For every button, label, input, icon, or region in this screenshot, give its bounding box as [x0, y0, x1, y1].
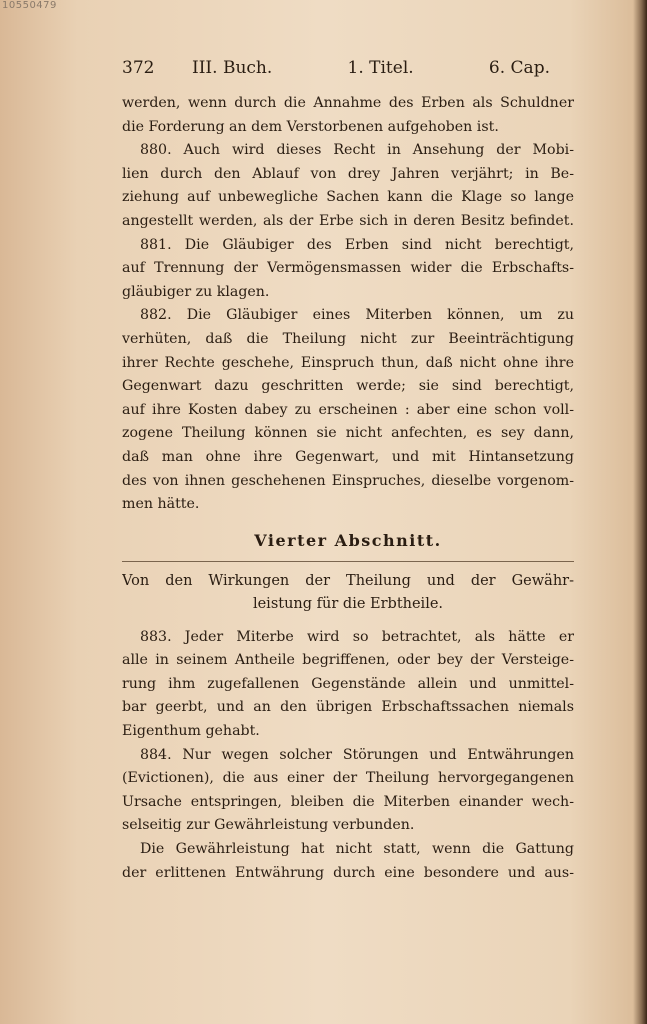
text-line: gläubiger zu klagen. — [122, 283, 270, 300]
section-subtitle-line: leistung für die Erbtheile. — [252, 595, 444, 612]
text-line: daß man ohne ihre Gegenwart, und mit Hintansetzung — [122, 448, 574, 465]
header-book: III. Buch. — [192, 58, 273, 78]
section-subtitle-line: Von den Wirkungen der Theilung und der Gewähr- — [122, 572, 574, 589]
text-line: selseitig zur Gewährleistung verbunden. — [122, 817, 415, 834]
text-line: ziehung auf unbewegliche Sachen kann die Klage so lange — [122, 189, 574, 206]
text-line: Ursache entspringen, bleiben die Miterben einander wech- — [122, 793, 574, 810]
text-line: auf ihre Kosten dabey zu erscheinen : aber eine schon voll- — [122, 401, 574, 418]
book-page — [122, 58, 574, 885]
text-line: lien durch den Ablauf von drey Jahren verjährt; in Be- — [122, 165, 574, 182]
text-line: Gegenwart dazu geschritten werde; sie sind berechtigt, — [122, 378, 574, 395]
paragraph-882-start: 882. Die Gläubiger eines Miterben können, um zu — [140, 307, 574, 324]
body-text-bottom — [122, 626, 574, 886]
text-line: der erlittenen Entwährung durch eine besondere und aus- — [122, 864, 574, 881]
text-line: angestellt werden, als der Erbe sich in deren Besitz befindet. — [122, 212, 574, 229]
text-line: zogene Theilung können sie nicht anfechten, es sey dann, — [122, 425, 574, 442]
scan-id: 10550479 — [2, 0, 57, 11]
text-line: ihrer Rechte geschehe, Einspruch thun, daß nicht ohne ihre — [122, 354, 574, 371]
paragraph-884-start: 884. Nur wegen solcher Störungen und Entwährungen — [140, 746, 574, 763]
running-header — [122, 58, 574, 88]
section-title: Vierter Abschnitt. — [254, 530, 442, 550]
text-line: die Forderung an dem Verstorbenen aufgehoben ist. — [122, 118, 499, 135]
header-title: 1. Titel. — [347, 58, 414, 78]
paragraph-start: Die Gewährleistung hat nicht statt, wenn die Gattung — [140, 841, 574, 858]
binding-shadow — [633, 0, 647, 1024]
section-divider — [122, 561, 574, 562]
header-chapter: 6. Cap. — [488, 58, 550, 78]
paragraph-880-start: 880. Auch wird dieses Recht in Ansehung der Mobi- — [140, 142, 574, 159]
page-number: 372 — [122, 58, 155, 78]
text-line: men hätte. — [122, 496, 200, 513]
text-line: rung ihm zugefallenen Gegenstände allein und unmittel- — [122, 675, 574, 692]
text-line: werden, wenn durch die Annahme des Erben als Schuldner — [122, 95, 574, 111]
text-line: des von ihnen geschehenen Einspruches, dieselbe vorgenom- — [122, 472, 574, 489]
text-line: auf Trennung der Vermögensmassen wider die Erbschafts- — [122, 260, 574, 277]
paragraph-883-start: 883. Jeder Miterbe wird so betrachtet, als hätte er — [140, 628, 574, 645]
text-line: alle in seinem Antheile begriffenen, oder bey der Versteige- — [122, 652, 574, 669]
text-line: (Evictionen), die aus einer der Theilung hervorgegangenen — [122, 770, 574, 787]
body-text-top — [122, 92, 574, 517]
text-line: bar geerbt, und an den übrigen Erbschaftssachen niemals — [122, 699, 574, 716]
text-line: Eigenthum gehabt. — [122, 723, 260, 740]
text-line: verhüten, daß die Theilung nicht zur Beeinträchtigung — [122, 330, 574, 347]
section-subtitle — [122, 570, 574, 616]
paragraph-881-start: 881. Die Gläubiger des Erben sind nicht berechtigt, — [140, 236, 574, 253]
